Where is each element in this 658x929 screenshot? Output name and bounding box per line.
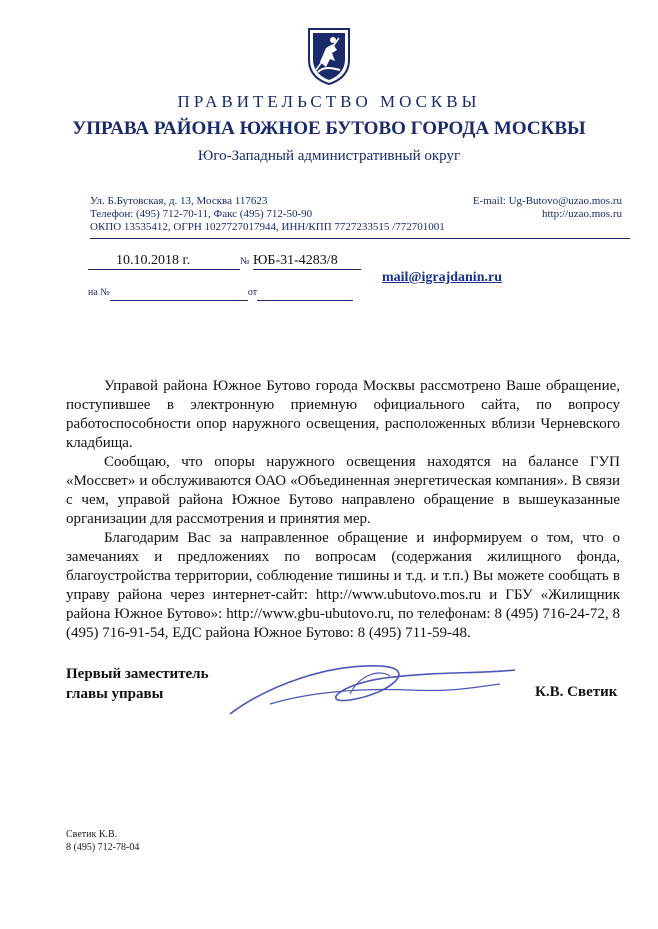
na-field xyxy=(110,284,248,301)
codes: ОКПО 13535412, ОГРН 1027727017944, ИНН/КПП 7727233515 /772701001 xyxy=(90,221,445,233)
executor-phone: 8 (495) 712-78-04 xyxy=(66,842,140,853)
moscow-coat-of-arms-icon xyxy=(306,26,352,86)
paragraph-1: Управой района Южное Бутово города Москвы рассмотрено Ваше обращение, поступившее в электронную приемную официального сайта, по вопросу работоспособности опор наружного освещения, расположенных вблизи Черневского кладбища. xyxy=(66,378,620,451)
government-heading: ПРАВИТЕЛЬСТВО МОСКВЫ xyxy=(177,92,481,111)
reply-to-line xyxy=(88,284,353,301)
signatory-title-line1: Первый заместитель xyxy=(66,666,209,682)
registration-line xyxy=(88,253,361,270)
handwritten-signature xyxy=(210,644,530,734)
okrug-subheading: Юго-Западный административный округ xyxy=(197,148,461,164)
number-sign: № xyxy=(240,256,250,267)
paragraph-3: Благодарим Вас за направленное обращение и информируем о том, что о замечаниях и предложениях по вопросам (содержания жилищного фонда, благоустройства территории, соблюдение тишины и т.д. и т.п.) Вы можете сообщать в управу района через интернет-сайт: http://www.ubutovo.mos.ru и ГБУ «Жилищник района Южное Бутово»: http://www.gbu-ubutovo.ru, по телефонам: 8 (495) 716-24-72, 8 (495) 716-91-54, ЕДС района Южное Бутово: 8 (495) 711-59-48. xyxy=(66,530,620,641)
letter-body xyxy=(66,377,620,643)
signatory-title-line2: главы управы xyxy=(66,686,164,702)
address: Ул. Б.Бутовская, д. 13, Москва 117623 xyxy=(90,195,268,207)
registration-number: ЮБ-31-4283/8 xyxy=(253,253,361,270)
uprava-heading: УПРАВА РАЙОНА ЮЖНОЕ БУТОВО ГОРОДА МОСКВЫ xyxy=(72,118,586,139)
na-label: на № xyxy=(88,287,110,298)
signatory-title xyxy=(66,664,209,704)
website: http://uzao.mos.ru xyxy=(541,208,622,220)
email: E-mail: Ug-Butovo@uzao.mos.ru xyxy=(472,195,622,207)
executor-name: Светик К.В. xyxy=(66,829,118,840)
signatory-name: К.В. Светик xyxy=(535,684,618,700)
executor-info xyxy=(66,828,139,854)
registration-date: 10.10.2018 г. xyxy=(88,253,240,270)
recipient-email[interactable]: mail@igrajdanin.ru xyxy=(382,270,502,285)
contacts-right xyxy=(473,195,622,221)
header-divider xyxy=(90,238,630,239)
phone: Телефон: (495) 712-70-11, Факс (495) 712-50-90 xyxy=(90,208,313,220)
ot-field xyxy=(257,284,353,301)
contacts-left xyxy=(90,195,445,234)
paragraph-2: Сообщаю, что опоры наружного освещения находятся на балансе ГУП «Моссвет» и обслуживаются ОАО «Объединенная энергетическая компания». В связи с чем, управой района Южное Бутово направлено обращение в вышеуказанные организации для рассмотрения и принятия мер. xyxy=(66,454,620,527)
ot-label: от xyxy=(247,287,258,298)
